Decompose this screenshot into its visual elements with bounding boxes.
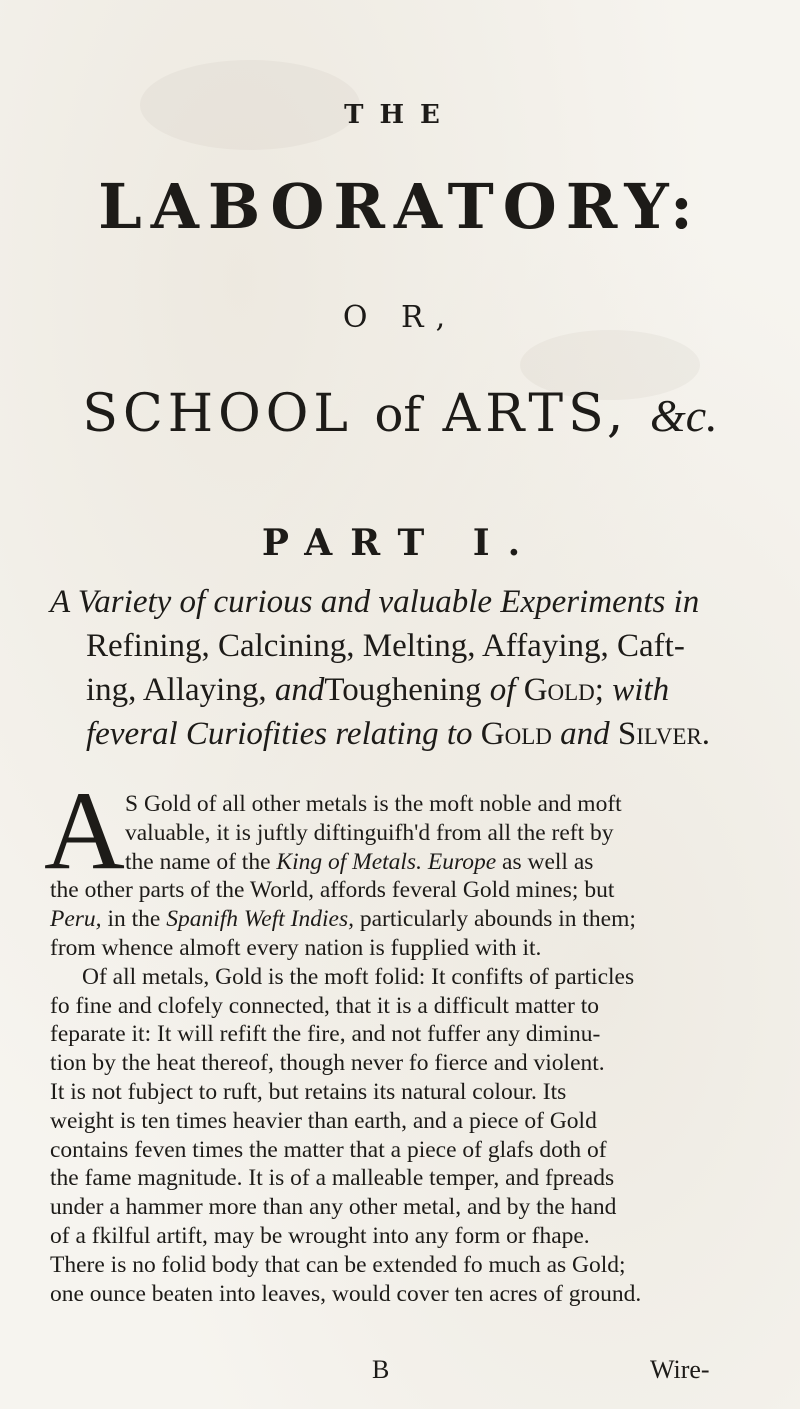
paragraph-line: contains feven times the matter that a piece of glafs doth of [50, 1136, 607, 1163]
paragraph-text: Europe [427, 848, 497, 875]
paragraph-line: Of all metals, Gold is the moft folid: It confifts of particles [82, 963, 635, 990]
paragraph-line: tion by the heat thereof, though never fo fierce and violent. [50, 1050, 605, 1077]
paragraph-line: the other parts of the World, affords feveral Gold mines; but [50, 877, 615, 904]
subtitle-text: Silver. [617, 716, 711, 752]
paragraph-line: There is no folid body that can be extended fo much as Gold; [50, 1251, 626, 1278]
part-heading: PART I. [261, 522, 539, 564]
paragraph-line: fo fine and clofely connected, that it is a difficult matter to [50, 992, 600, 1019]
or-heading: O R, [342, 300, 458, 335]
subtitle [50, 580, 770, 756]
main-title: LABORATORY: [98, 170, 702, 243]
paragraph-line: one ounce beaten into leaves, would cover ten acres of ground. [50, 1280, 642, 1307]
paragraph-line [50, 905, 755, 934]
paragraph-line: S Gold of all other metals is the moft noble and moft [125, 791, 622, 817]
paragraph-line: of a fkilful artift, may be wrought into any form or fhape. [50, 1222, 590, 1249]
signature-mark: B [372, 1355, 390, 1384]
subtitle-text: and [274, 672, 325, 708]
subtitle-line-1: A Variety of curious and valuable Experiments in [50, 584, 700, 620]
drop-cap: A [44, 769, 125, 893]
paragraph-text: as well as [502, 848, 594, 875]
subtitle-line-2: Refining, Calcining, Melting, Affaying, Caft- [86, 628, 685, 664]
catchword: Wire- [650, 1355, 710, 1384]
arts-word: ARTS, [442, 384, 629, 444]
paragraph-line: valuable, it is juftly diftinguifh'd from all the reft by [125, 819, 614, 846]
subtitle-text: ing, Allaying, [86, 672, 267, 708]
paragraph-text: in the [107, 906, 161, 933]
body-text [50, 790, 755, 1308]
subtitle-text: of [489, 672, 516, 708]
school-of-arts-heading [0, 384, 800, 444]
subtitle-text: and [560, 716, 610, 752]
school-word: SCHOOL [82, 384, 353, 444]
paragraph-line: It is not fubject to ruft, but retains its natural colour. Its [50, 1078, 567, 1105]
subtitle-line-3 [50, 668, 770, 712]
subtitle-text: Toughening [324, 672, 482, 708]
subtitle-text: ; [594, 672, 604, 708]
paragraph-text: the name of the [125, 848, 271, 875]
paragraph-text: Peru, [50, 906, 102, 933]
paragraph-text: Spanifh Weft Indies, [166, 906, 354, 933]
paragraph-line: from whence almoft every nation is fupplied with it. [50, 934, 542, 961]
etc-word: &c. [649, 390, 718, 441]
subtitle-text: feveral Curiofities relating to [86, 716, 473, 752]
paragraph-line: feparate it: It will refift the fire, and not fuffer any diminu- [50, 1021, 601, 1048]
paragraph-line: under a hammer more than any other metal, and by the hand [50, 1194, 617, 1221]
paragraph-text: particularly abounds in them; [359, 906, 636, 933]
subtitle-line-4 [50, 712, 770, 756]
subtitle-text: with [612, 672, 670, 708]
paragraph-line: weight is ten times heavier than earth, and a piece of Gold [50, 1107, 597, 1134]
subtitle-text: Gold [523, 672, 595, 708]
paragraph-line: the fame magnitude. It is of a malleable temper, and fpreads [50, 1165, 615, 1192]
subtitle-text: Gold [480, 716, 552, 752]
paragraph-text: King of Metals. [276, 848, 422, 875]
of-word: of [374, 387, 422, 443]
the-heading: THE [344, 100, 456, 130]
paragraph-line [50, 848, 755, 877]
